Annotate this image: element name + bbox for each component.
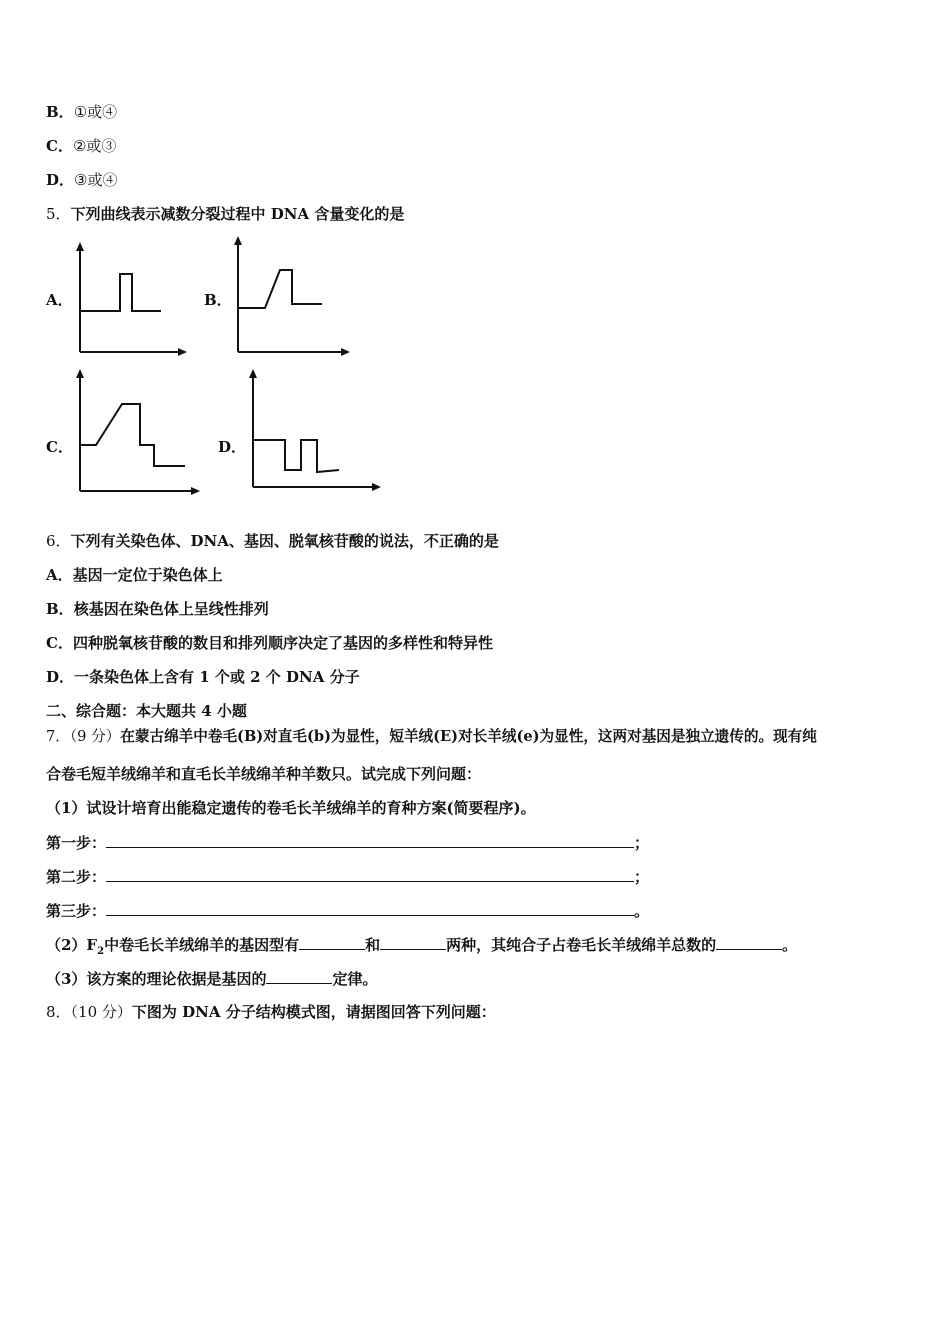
q6-option-b: B．核基因在染色体上呈线性排列 — [46, 600, 269, 618]
q5-graph-d — [245, 369, 385, 495]
q7-step3: 第三步： 。 — [46, 902, 650, 920]
q7-sub1: （1）试设计培育出能稳定遗传的卷毛长羊绒绵羊的育种方案(简要程序)。 — [46, 799, 536, 817]
q5-label-d: D． — [218, 438, 247, 456]
q7-stem-line2: 合卷毛短羊绒绵羊和直毛长羊绒绵羊种羊数只。试完成下列问题： — [46, 765, 482, 783]
q4-option-d: D．③或④ — [46, 171, 118, 189]
q5-graph-a — [72, 242, 192, 360]
answer-blank-genotype-2[interactable] — [380, 934, 446, 950]
answer-blank-law[interactable] — [266, 968, 332, 984]
section-title: 二、综合题：本大题共 4 小题 — [46, 702, 247, 720]
q6-option-c: C．四种脱氧核苷酸的数目和排列顺序决定了基因的多样性和特异性 — [46, 634, 493, 652]
q7-sub3: （3）该方案的理论依据是基因的 定律。 — [46, 970, 378, 988]
q5-label-c: C． — [46, 438, 73, 456]
q4-option-b: B．①或④ — [46, 103, 118, 121]
answer-blank-step1[interactable] — [106, 832, 634, 848]
q7-step2: 第二步： ； — [46, 868, 650, 886]
q5-label-b: B． — [204, 291, 232, 309]
q4-option-c: C．②或③ — [46, 137, 117, 155]
q6-option-a: A．基因一定位于染色体上 — [46, 566, 223, 584]
answer-blank-ratio[interactable] — [716, 934, 782, 950]
q7-stem-line1: 7．（9 分）在蒙古绵羊中卷毛(B)对直毛(b)为显性，短羊绒(E)对长羊绒(e)为显性，这两对基因是独立遗传的。现有纯 — [46, 728, 817, 745]
q5-graph-b — [230, 236, 355, 360]
q5-stem: 5．下列曲线表示减数分裂过程中 DNA 含量变化的是 — [46, 205, 405, 223]
q7-step1: 第一步： ； — [46, 834, 650, 852]
q6-option-d: D．一条染色体上含有 1 个或 2 个 DNA 分子 — [46, 668, 360, 686]
q7-sub2: $(2)F_2$中卷毛长羊绒绵羊的基因型有 和 两种，其纯合子占卷毛长羊绒绵羊总数的 。 — [46, 936, 798, 957]
q5-label-a: A． — [46, 291, 73, 309]
q6-stem: 6．下列有关染色体、DNA、基因、脱氧核苷酸的说法，不正确的是 — [46, 532, 499, 550]
q8-stem: 8．（10 分）下图为 DNA 分子结构模式图，请据图回答下列问题： — [46, 1003, 496, 1021]
answer-blank-step2[interactable] — [106, 866, 634, 882]
answer-blank-step3[interactable] — [106, 900, 634, 916]
answer-blank-genotype-1[interactable] — [299, 934, 365, 950]
q5-graph-c — [72, 369, 204, 499]
